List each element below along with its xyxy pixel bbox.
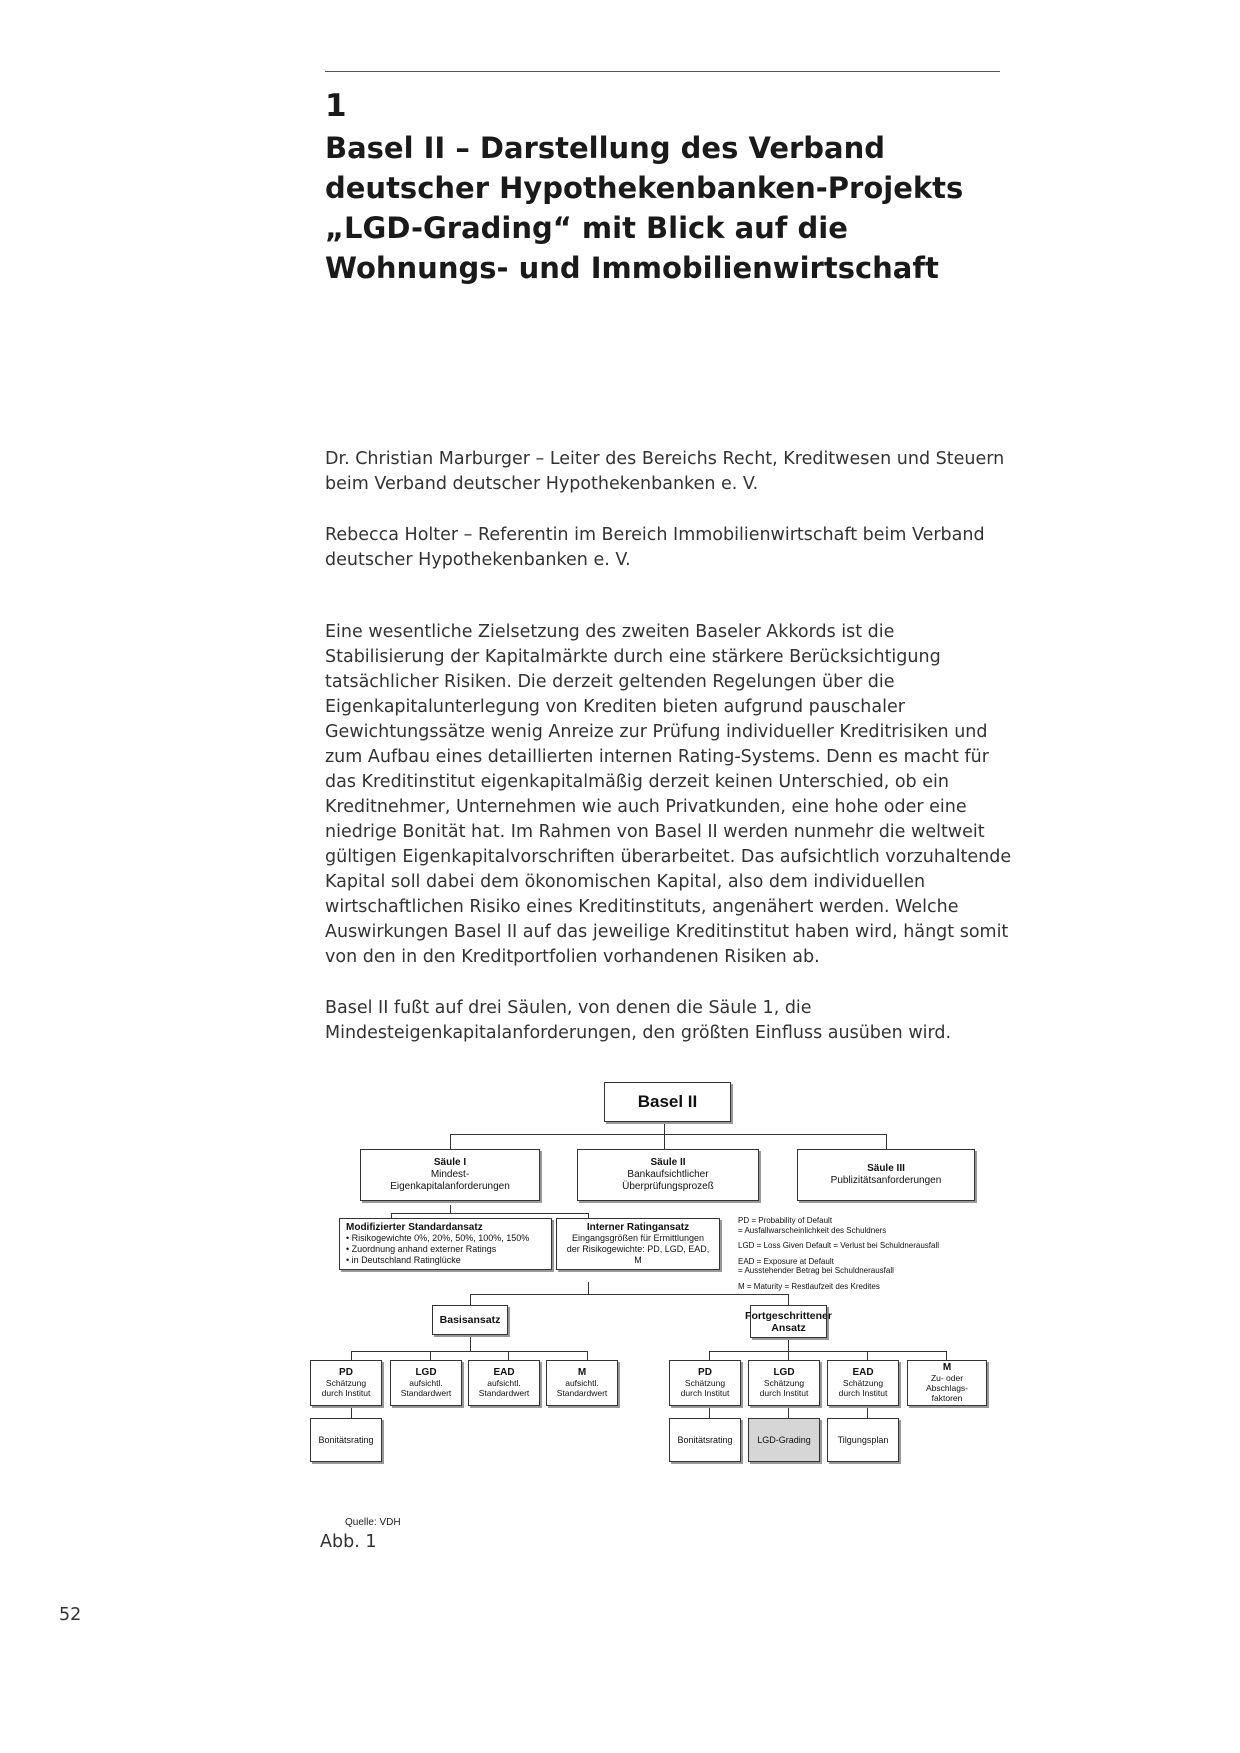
basis-lgd-box bbox=[390, 1360, 462, 1406]
leaf-line: Standardwert bbox=[478, 1388, 530, 1398]
leaf-line: durch Institut bbox=[838, 1388, 888, 1398]
standardansatz-title: Modifizierter Standardansatz bbox=[346, 1222, 483, 1233]
bottom-label: Tilgungsplan bbox=[837, 1435, 889, 1445]
saeule-line: Eigenkapitalanforderungen bbox=[390, 1181, 510, 1192]
connector-line bbox=[867, 1351, 868, 1360]
connector-line bbox=[867, 1406, 868, 1418]
lgd-grading-box bbox=[748, 1418, 820, 1462]
standardansatz-box bbox=[339, 1218, 552, 1270]
connector-line bbox=[351, 1406, 352, 1418]
advanced-ead-box bbox=[827, 1360, 899, 1406]
basis-bonitaetsrating-box bbox=[310, 1418, 382, 1462]
leaf-title: PD bbox=[698, 1367, 712, 1378]
legend-line: M = Maturity = Restlaufzeit des Kredites bbox=[738, 1281, 880, 1291]
figure-caption: Abb. 1 bbox=[320, 1532, 377, 1552]
paragraph: Eine wesentliche Zielsetzung des zweiten Baseler Akkords ist die Stabilisierung der Kapitalmärkte durch eine stärkere Berücksichtigung tatsächlicher Risiken. Die derzeit geltenden Regelungen über die Eigenkapitalunterlegung von Krediten bieten aufgrund pauschaler Gewichtungssätze wenig Anreize zur Prüfung individueller Kreditrisiken und zum Aufbau eines detaillierten internen Rating-Systems. Denn es macht für das Kreditinstitut eigenkapitalmäßig derzeit keinen Unterschied, ob ein Kreditnehmer, Unternehmen wie auch Privatkunden, eine hohe oder eine niedrige Bonität hat. Im Rahmen von Basel II werden nunmehr die weltweit gültigen Eigenkapitalvorschriften überarbeitet. Das aufsichtlich vorzuhaltende Kapital soll dabei dem ökonomischen Kapital, also dem individuellen wirtschaftlichen Risiko eines Kreditinstituts, angenähert werden. Welche Auswirkungen Basel II auf das jeweilige Kreditinstitut haben wird, hängt somit von den in den Kreditportfolien vorhandenen Risiken ab. bbox=[325, 622, 1012, 967]
author-line: Dr. Christian Marburger – Leiter des Bereichs Recht, Kreditwesen und Steuern beim Verband deutscher Hypothekenbanken e. V. bbox=[325, 449, 1005, 494]
connector-line bbox=[788, 1406, 789, 1418]
bottom-label: Bonitätsrating bbox=[318, 1435, 374, 1445]
legend-line: = Ausfallwarscheinlichkeit des Schuldners bbox=[738, 1225, 887, 1235]
connector-line bbox=[664, 1134, 665, 1149]
bottom-label: Bonitätsrating bbox=[677, 1435, 733, 1445]
leaf-title: PD bbox=[339, 1367, 353, 1378]
basel-ii-diagram bbox=[318, 1075, 1010, 1535]
connector-line bbox=[391, 1213, 589, 1214]
leaf-line: Abschlags- bbox=[925, 1383, 969, 1393]
bottom-label: LGD-Grading bbox=[757, 1435, 811, 1445]
legend-line: EAD = Exposure at Default bbox=[738, 1256, 834, 1266]
saeule-3-box bbox=[797, 1149, 975, 1201]
connector-line bbox=[587, 1351, 588, 1360]
legend-line: LGD = Loss Given Default = Verlust bei Schuldnerausfall bbox=[738, 1241, 939, 1250]
connector-line bbox=[450, 1205, 451, 1213]
saeule-line: Publizitätsanforderungen bbox=[830, 1175, 942, 1186]
basisansatz-label: Basisansatz bbox=[439, 1314, 501, 1326]
chapter-title bbox=[325, 128, 1025, 288]
leaf-line: durch Institut bbox=[321, 1388, 371, 1398]
leaf-line: durch Institut bbox=[680, 1388, 730, 1398]
leaf-line: Schätzung bbox=[842, 1378, 884, 1388]
leaf-title: M bbox=[942, 1362, 952, 1373]
connector-line bbox=[470, 1294, 471, 1305]
chapter-number: 1 bbox=[325, 88, 347, 124]
connector-line bbox=[351, 1351, 588, 1352]
body-text bbox=[325, 620, 1015, 1072]
chapter-title-line: deutscher Hypothekenbanken-Projekts bbox=[325, 171, 964, 205]
fortgeschrittener-label: Ansatz bbox=[771, 1321, 806, 1334]
ratingansatz-title: Interner Ratingansatz bbox=[586, 1222, 690, 1233]
leaf-title: M bbox=[577, 1367, 587, 1378]
leaf-line: Zu- oder bbox=[930, 1373, 964, 1383]
saeule-title: Säule II bbox=[650, 1157, 686, 1168]
connector-line bbox=[470, 1335, 471, 1351]
leaf-title: LGD bbox=[773, 1367, 795, 1378]
legend-line: PD = Probability of Default bbox=[738, 1216, 833, 1225]
advanced-m-box bbox=[907, 1360, 987, 1406]
connector-line bbox=[430, 1351, 431, 1360]
header-rule bbox=[325, 71, 1000, 72]
connector-line bbox=[450, 1134, 887, 1135]
leaf-title: EAD bbox=[852, 1367, 874, 1378]
advanced-pd-box bbox=[669, 1360, 741, 1406]
saeule-2-box bbox=[577, 1149, 759, 1201]
standardansatz-bullet: • Zuordnung anhand externer Ratings bbox=[346, 1244, 497, 1254]
advanced-bonitaetsrating-box bbox=[669, 1418, 741, 1462]
basisansatz-box bbox=[432, 1305, 508, 1335]
connector-line bbox=[709, 1351, 710, 1360]
saeule-title: Säule I bbox=[433, 1157, 467, 1168]
leaf-line: Schätzung bbox=[763, 1378, 805, 1388]
fortgeschrittener-label: Fortgeschrittener bbox=[745, 1309, 832, 1322]
saeule-line: Bankaufsichtlicher bbox=[627, 1169, 709, 1180]
basis-m-box bbox=[546, 1360, 618, 1406]
author-line: Rebecca Holter – Referentin im Bereich Immobilienwirtschaft beim Verband deutscher Hypothekenbanken e. V. bbox=[325, 525, 985, 570]
connector-line bbox=[709, 1406, 710, 1418]
leaf-line: aufsichtl. bbox=[409, 1378, 443, 1388]
connector-line bbox=[709, 1351, 946, 1352]
connector-line bbox=[588, 1282, 589, 1294]
saeule-line: Mindest- bbox=[430, 1169, 470, 1180]
chapter-title-line: „LGD-Grading“ mit Blick auf die bbox=[325, 211, 848, 245]
connector-line bbox=[886, 1134, 887, 1149]
root-label: Basel II bbox=[637, 1092, 698, 1111]
leaf-line: aufsichtl. bbox=[487, 1378, 521, 1388]
connector-line bbox=[450, 1134, 451, 1149]
saeule-title: Säule III bbox=[867, 1163, 905, 1174]
chapter-title-line: Wohnungs- und Immobilienwirtschaft bbox=[325, 251, 939, 285]
chapter-title-line: Basel II – Darstellung des Verband bbox=[325, 131, 886, 165]
leaf-line: faktoren bbox=[931, 1393, 963, 1403]
paragraph: Basel II fußt auf drei Säulen, von denen die Säule 1, die Mindesteigenkapitalanforderungen, den größten Einfluss ausüben wird. bbox=[325, 998, 952, 1043]
basis-ead-box bbox=[468, 1360, 540, 1406]
connector-line bbox=[946, 1351, 947, 1360]
connector-line bbox=[508, 1351, 509, 1360]
leaf-line: Schätzung bbox=[684, 1378, 726, 1388]
connector-line bbox=[470, 1294, 789, 1295]
connector-line bbox=[788, 1338, 789, 1351]
figure-source: Quelle: VDH bbox=[345, 1517, 401, 1528]
connector-line bbox=[788, 1294, 789, 1305]
ratingansatz-line: Eingangsgrößen für Ermittlungen bbox=[571, 1233, 705, 1243]
fortgeschrittener-ansatz-box bbox=[745, 1305, 832, 1338]
leaf-line: aufsichtl. bbox=[565, 1378, 599, 1388]
legend-line: = Ausstehender Betrag bei Schuldnerausfall bbox=[738, 1266, 894, 1275]
saeule-line: Überprüfungsprozeß bbox=[622, 1181, 714, 1192]
root-box bbox=[604, 1082, 731, 1122]
leaf-title: EAD bbox=[493, 1367, 515, 1378]
advanced-lgd-box bbox=[748, 1360, 820, 1406]
connector-line bbox=[788, 1351, 789, 1360]
saeule-1-box bbox=[360, 1149, 540, 1201]
leaf-line: Standardwert bbox=[400, 1388, 452, 1398]
standardansatz-bullet: • Risikogewichte 0%, 20%, 50%, 100%, 150% bbox=[346, 1233, 530, 1243]
page-number: 52 bbox=[59, 1605, 82, 1625]
leaf-title: LGD bbox=[415, 1367, 437, 1378]
tilgungsplan-box bbox=[827, 1418, 899, 1462]
abbreviation-legend bbox=[738, 1216, 998, 1291]
standardansatz-bullet: • in Deutschland Ratinglücke bbox=[346, 1255, 461, 1265]
leaf-line: Schätzung bbox=[325, 1378, 367, 1388]
author-block bbox=[325, 447, 1015, 599]
ratingansatz-box bbox=[556, 1218, 720, 1270]
connector-line bbox=[351, 1351, 352, 1360]
basis-pd-box bbox=[310, 1360, 382, 1406]
leaf-line: Standardwert bbox=[556, 1388, 608, 1398]
ratingansatz-line: der Risikogewichte: PD, LGD, EAD, bbox=[566, 1244, 710, 1254]
leaf-line: durch Institut bbox=[759, 1388, 809, 1398]
ratingansatz-line: M bbox=[634, 1255, 642, 1265]
